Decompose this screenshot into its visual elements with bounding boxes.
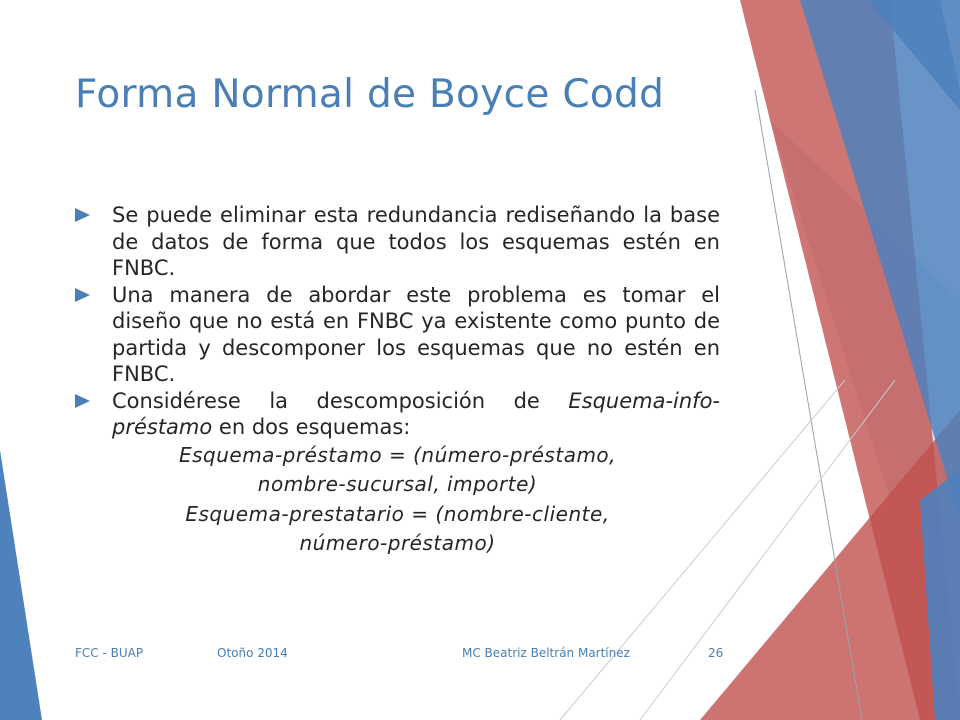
formula-line: número-préstamo) — [299, 531, 496, 555]
slide-title: Forma Normal de Boyce Codd — [75, 72, 665, 117]
bullet-emphasis: Esquema-info-préstamo — [112, 388, 720, 439]
bullet-text: Considérese la descomposición de — [112, 388, 569, 413]
bullet-arrow-icon — [75, 288, 90, 302]
footer-author: MC Beatriz Beltrán Martínez — [462, 646, 630, 660]
bullet-text: Una manera de abordar este problema es tomar el diseño que no está en FNBC ya existente como punto de partida y descomponer los esquemas que no estén en FNBC. — [112, 282, 720, 386]
right-red-triangle — [700, 410, 960, 720]
bullet-text: Se puede eliminar esta redundancia rediseñando la base de datos de forma que todos los esquemas estén en FNBC. — [112, 203, 720, 280]
bullet-arrow-icon — [75, 208, 90, 222]
bullet-item — [75, 202, 720, 282]
formula-esquema-prestatario — [75, 500, 720, 559]
footer-institution: FCC - BUAP — [75, 646, 144, 660]
slide-content — [75, 202, 720, 559]
left-blue-shape — [0, 450, 42, 720]
footer-page-number: 26 — [708, 646, 724, 660]
formula-line: nombre-sucursal, importe) — [257, 472, 538, 496]
formula-line: Esquema-prestatario = (nombre-cliente, — [185, 501, 610, 526]
bullet-item — [75, 282, 720, 388]
bullet-arrow-icon — [75, 394, 90, 408]
bullet-text: en dos esquemas: — [212, 415, 411, 439]
formula-line: Esquema-préstamo = (número-préstamo, — [178, 442, 617, 467]
bullet-list — [75, 202, 720, 441]
footer-period: Otoño 2014 — [217, 646, 288, 660]
bullet-item — [75, 388, 720, 441]
formula-esquema-prestamo — [75, 441, 720, 500]
